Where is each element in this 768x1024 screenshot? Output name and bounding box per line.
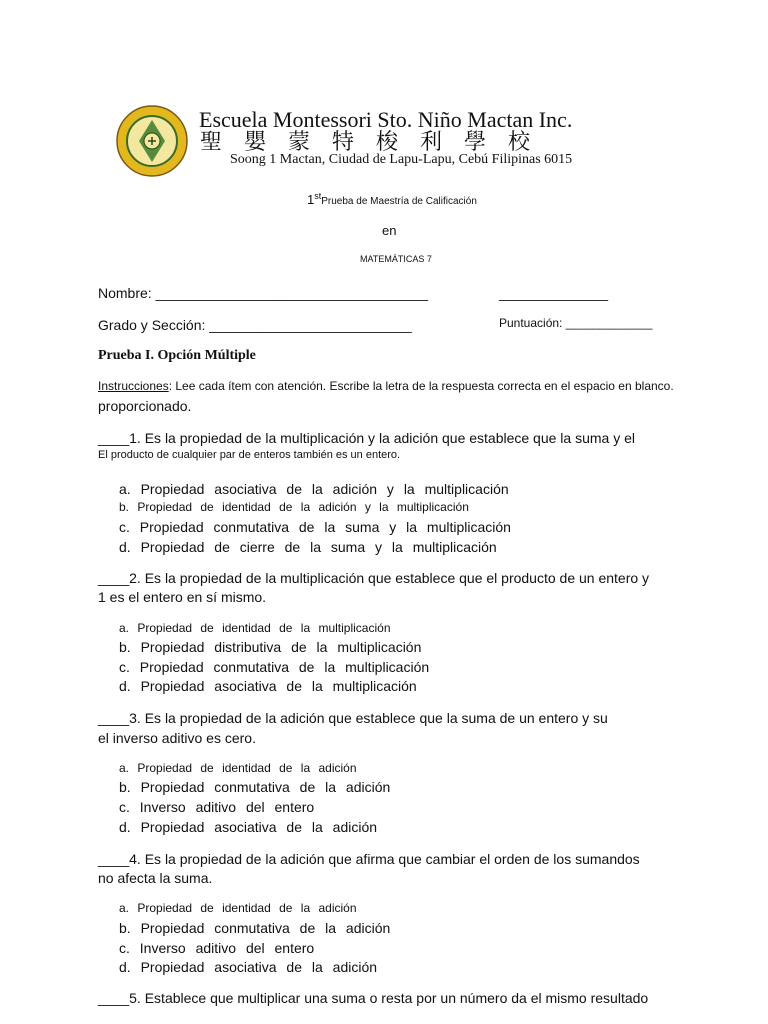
test-title [307, 191, 477, 207]
question-2-line1: ____2. Es la propiedad de la multiplicación que establece que el producto de un entero y [98, 570, 650, 586]
q2-option-b: b. Propiedad distributiva de la multiplicación [119, 639, 422, 655]
question-2-line2: 1 es el entero en sí mismo. [98, 589, 267, 605]
instructions [98, 379, 674, 393]
title-en: en [382, 223, 397, 238]
q4-option-c: c. Inverso aditivo del entero [119, 940, 315, 956]
school-logo [115, 104, 189, 178]
q2-option-d: d. Propiedad asociativa de la multiplicación [119, 678, 417, 694]
test-name: Prueba de Maestría de Calificación [321, 196, 477, 207]
q1-option-a: a. Propiedad asociativa de la adición y la multiplicación [119, 481, 509, 497]
instructions-cont: proporcionado. [98, 398, 192, 414]
q1-option-b: b. Propiedad de identidad de la adición y la multiplicación [119, 500, 469, 514]
q4-option-d: d. Propiedad asociativa de la adición [119, 959, 378, 975]
q1-option-c: c. Propiedad conmutativa de la suma y la multiplicación [119, 519, 511, 535]
q3-option-c: c. Inverso aditivo del entero [119, 799, 315, 815]
grado-field[interactable]: Grado y Sección: __________________________ [98, 317, 412, 333]
question-1-line2: El producto de cualquier par de enteros también es un entero. [98, 449, 401, 461]
nombre-extra-field[interactable]: ______________ [499, 285, 609, 301]
ordinal: 1 [307, 192, 315, 207]
q3-option-a: a. Propiedad de identidad de la adición [119, 761, 357, 775]
question-1-line1: ____1. Es la propiedad de la multiplicación y la adición que establece que la suma y el [98, 430, 636, 446]
instructions-text: : Lee cada ítem con atención. Escribe la letra de la respuesta correcta en el espacio en blanco. [168, 379, 674, 393]
question-3-line1: ____3. Es la propiedad de la adición que establece que la suma de un entero y su [98, 710, 608, 726]
question-5-line1: ____5. Establece que multiplicar una suma o resta por un número da el mismo resultado [98, 990, 649, 1006]
school-chinese-name: 聖嬰蒙特梭利學校 [200, 130, 553, 155]
instructions-label: Instrucciones [98, 379, 169, 393]
ordinal-sup: st [314, 191, 322, 201]
subject: MATEMÁTICAS 7 [360, 254, 432, 264]
question-4-line2: no afecta la suma. [98, 870, 213, 886]
section-title: Prueba I. Opción Múltiple [98, 348, 256, 363]
q4-option-a: a. Propiedad de identidad de la adición [119, 901, 357, 915]
q4-option-b: b. Propiedad conmutativa de la adición [119, 920, 391, 936]
puntuacion-field[interactable]: Puntuación: _____________ [499, 316, 653, 330]
q3-option-b: b. Propiedad conmutativa de la adición [119, 779, 391, 795]
school-address: Soong 1 Mactan, Ciudad de Lapu-Lapu, Cebú Filipinas 6015 [230, 152, 573, 167]
nombre-field[interactable]: Nombre: ___________________________________ [98, 285, 429, 301]
school-name: Escuela Montessori Sto. Niño Mactan Inc. [199, 107, 573, 132]
q1-option-d: d. Propiedad de cierre de la suma y la multiplicación [119, 539, 497, 555]
question-4-line1: ____4. Es la propiedad de la adición que afirma que cambiar el orden de los sumandos [98, 851, 640, 867]
q2-option-a: a. Propiedad de identidad de la multiplicación [119, 621, 391, 635]
question-3-line2: el inverso aditivo es cero. [98, 730, 256, 746]
q2-option-c: c. Propiedad conmutativa de la multiplicación [119, 659, 430, 675]
q3-option-d: d. Propiedad asociativa de la adición [119, 819, 378, 835]
